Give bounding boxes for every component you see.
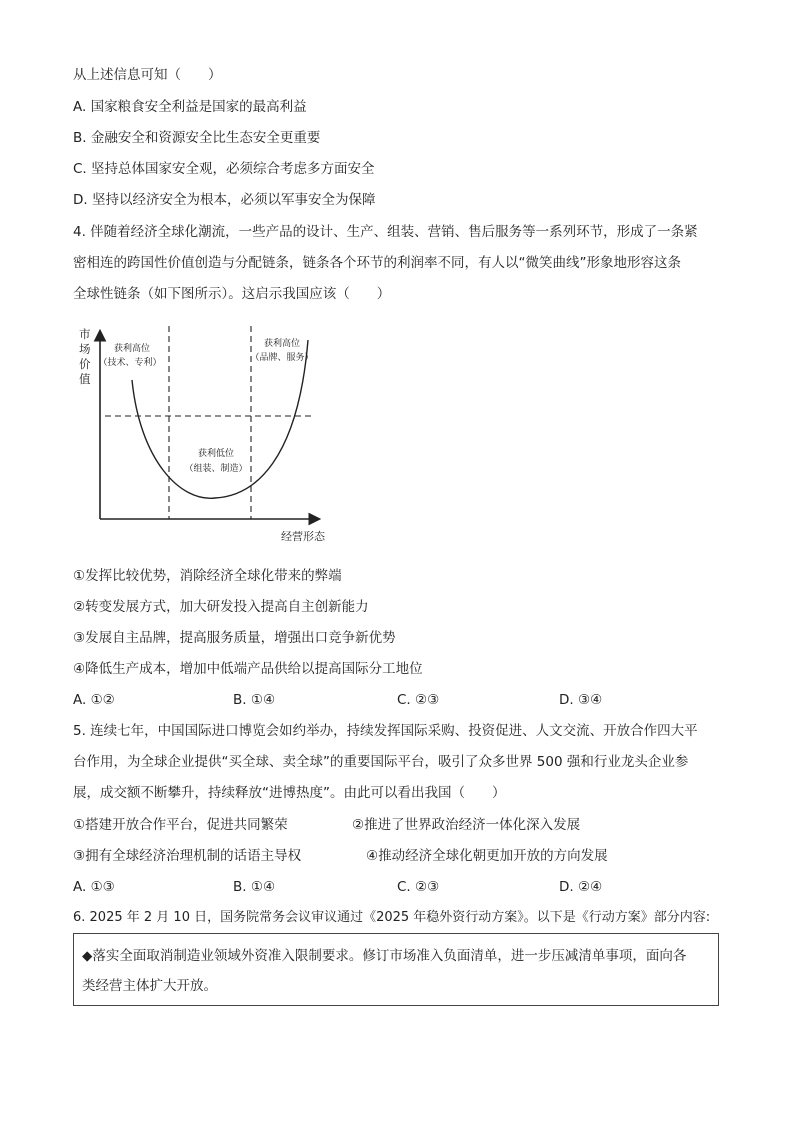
q4-statement-4: ④降低生产成本，增加中低端产品供给以提高国际分工地位 [73,661,423,677]
q5-statement-3: ③拥有全球经济治理机制的话语主导权 [73,848,302,864]
q3-option-a: A. 国家粮食安全利益是国家的最高利益 [73,99,307,115]
q5-stem-line-3: 展，成交额不断攀升，持续释放“进博热度”。由此可以看出我国（ ） [73,785,506,801]
q5-stem-line-1: 5. 连续七年，中国国际进口博览会如约举办，持续发挥国际采购、投资促进、人文交流、开放合作四大平 [73,723,698,739]
bottom-region-title: 获利低位 [197,449,235,459]
q5-choice-c: C. ②③ [397,879,440,895]
q4-choice-d: D. ③④ [559,692,603,708]
q4-statement-3: ③发展自主品牌，提高服务质量，增强出口竞争新优势 [73,630,396,646]
q4-statement-2: ②转变发展方式，加大研发投入提高自主创新能力 [73,599,369,615]
q5-choice-d: D. ②④ [559,879,603,895]
q6-box-line-1: ◆落实全面取消制造业领域外资准入限制要求。修订市场准入负面清单，进一步压减清单事项，面向各 [82,948,687,964]
q5-choice-a: A. ①③ [73,879,115,895]
q5-statement-4: ④推动经济全球化朝更加开放的方向发展 [366,848,608,864]
q4-stem-line-3: 全球性链条（如下图所示）。这启示我国应该（ ） [73,286,391,302]
right-region-title: 获利高位 [263,339,301,349]
q4-choice-a: A. ①② [73,692,115,708]
q3-option-c: C. 坚持总体国家安全观，必须综合考虑多方面安全 [73,161,375,177]
q4-stem-line-2: 密相连的跨国性价值创造与分配链条，链条各个环节的利润率不同，有人以“微笑曲线”形象地形容这条 [73,255,681,271]
q4-choice-c: C. ②③ [397,692,440,708]
q3-option-d: D. 坚持以经济安全为根本，必须以军事安全为保障 [73,192,376,208]
bottom-region-sub: （组装、制造） [184,464,248,474]
y-axis-label-3: 价 [79,357,91,371]
q6-box-line-2: 类经营主体扩大开放。 [82,978,217,994]
q5-choice-b: B. ①④ [233,879,276,895]
right-region-sub: （品牌、服务） [250,353,314,363]
y-axis-label-1: 市 [79,327,91,341]
q4-statement-1: ①发挥比较优势，消除经济全球化带来的弊端 [73,568,342,584]
q6-material-box [73,933,719,1006]
x-axis-label: 经营形态 [281,530,325,543]
left-region-sub: （技术、专利） [98,358,162,368]
left-region-title: 获利高位 [113,344,151,354]
q5-statement-2: ②推进了世界政治经济一体化深入发展 [352,817,581,833]
q5-stem-line-2: 台作用，为全球企业提供“买全球、卖全球”的重要国际平台，吸引了众多世界 500 强和行业龙头企业参 [73,754,689,770]
y-axis-label-2: 场 [79,342,91,356]
q4-choice-b: B. ①④ [233,692,276,708]
q5-statement-1: ①搭建开放合作平台，促进共同繁荣 [73,817,288,833]
q3-stem: 从上述信息可知（ ） [73,67,222,83]
q3-option-b: B. 金融安全和资源安全比生态安全更重要 [73,130,321,146]
smile-curve-figure [70,320,360,546]
y-axis-label-4: 值 [79,372,91,386]
q6-stem: 6. 2025 年 2 月 10 日，国务院常务会议审议通过《2025 年稳外资行动方案》。以下是《行动方案》部分内容: [73,910,711,925]
q4-stem-line-1: 4. 伴随着经济全球化潮流，一些产品的设计、生产、组装、营销、售后服务等一系列环节，形成了一条紧 [73,224,698,240]
